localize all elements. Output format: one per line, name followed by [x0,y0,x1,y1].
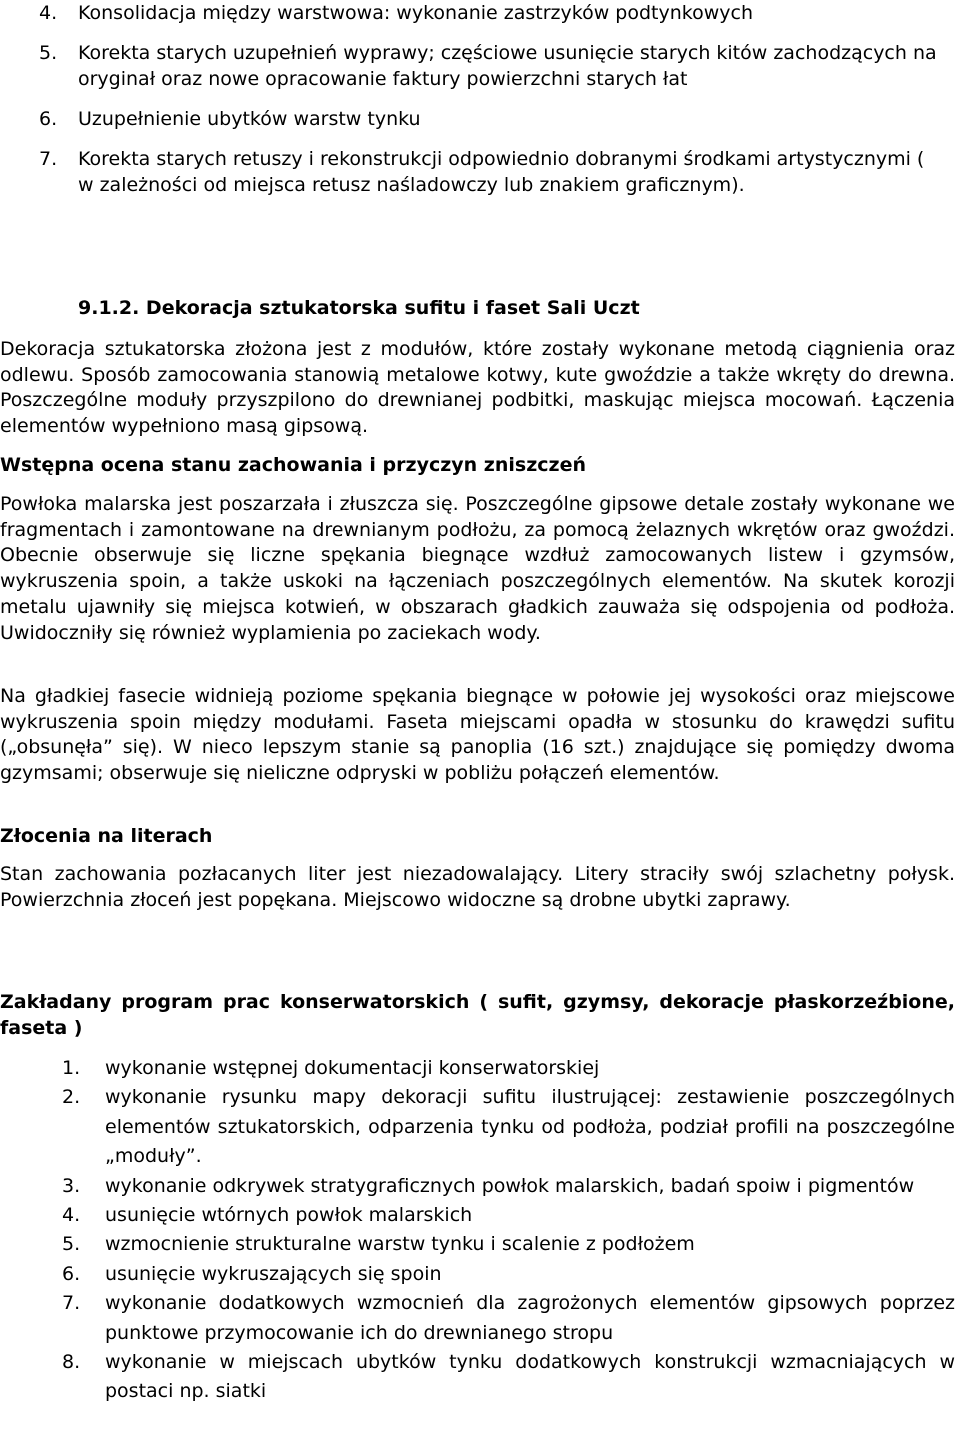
list-item-text: wykonanie wstępnej dokumentacji konserwatorskiej [105,1057,600,1079]
conservation-steps-list [0,0,960,198]
list-item-number: 6. [62,1262,81,1285]
list-item-number: 2. [62,1086,81,1109]
section-heading-9-1-2: 9.1.2. Dekoracja sztukatorska sufitu i faset Sali Uczt [78,297,640,319]
list-item [0,1054,960,1083]
list-item-text: wykonanie odkrywek stratygraficznych powłok malarskich, badań spoiw i pigmentów [105,1174,915,1197]
list-item-number: 1. [62,1057,81,1079]
list-item-number: 5. [39,42,58,64]
list-item-text: wykonanie dodatkowych wzmocnień dla zagrożonych elementów gipsowych poprzez punktowe przymocowanie ich do drewnianego stropu [105,1292,955,1344]
gilding-heading: Złocenia na literach [0,825,213,847]
assessment-paragraph-2: Na gładkiej fasecie widnieją poziome spękania biegnące w połowie jej wysokości oraz miejscowe wykruszenia spoin między modułami. Faseta miejscami opadła w stosunku do krawędzi sufitu („obsunęła” się). W nieco lepszym stanie są panoplia (16 szt.) znajdujące się pomiędzy dwoma gzymsami; obserwuje się nieliczne odpryski w pobliżu połączeń elementów. [0,685,955,785]
section-paragraph: Dekoracja sztukatorska złożona jest z modułów, które zostały wykonane metodą ciągnienia oraz odlewu. Sposób zamocowania stanowią metalowe kotwy, kute gwoździe a także wkręty do drewna. Poszczególne moduły przyszpilono do drewnianej podbitki, maskując miejsca mocowań. Łączenia elementów wypełniono masą gipsową. [0,338,955,438]
list-item-text: Korekta starych uzupełnień wyprawy; częściowe usunięcie starych kitów zachodzących na oryginał oraz nowe opracowanie faktury powierzchni starych łat [78,42,937,90]
list-item-number: 4. [62,1204,81,1227]
list-item-text: wykonanie w miejscach ubytków tynku dodatkowych konstrukcji wzmacniających w postaci np. siatki [105,1351,955,1403]
list-item [0,0,960,26]
list-item-number: 5. [62,1233,81,1256]
list-item [0,106,960,132]
list-item [0,1083,960,1171]
list-item-number: 4. [39,2,58,24]
list-item-number: 8. [62,1351,81,1374]
list-item [0,1289,960,1348]
assessment-paragraph-1: Powłoka malarska jest poszarzała i złuszcza się. Poszczególne gipsowe detale zostały wykonane we fragmentach i zamontowane na drewnianym podłożu, za pomocą żelaznych wkrętów oraz gwoździ. Obecnie obserwuje się liczne spękania biegnące wzdłuż zamocowanych listew i gzymsów, wykruszenia spoin, a także uskoki na łączeniach poszczególnych elementów. Na skutek korozji metalu ujawniły się miejsca kotwień, w obszarach gładkich zauważa się odspojenia od podłoża. Uwidoczniły się również wyplamienia po zaciekach wody. [0,493,955,644]
list-item [0,1260,960,1289]
gilding-paragraph: Stan zachowania pozłacanych liter jest niezadowalający. Litery straciły swój szlachetny połysk. Powierzchnia złoceń jest popękana. Miejscowo widoczne są drobne ubytki zaprawy. [0,863,955,911]
list-item [0,146,960,198]
list-item-number: 7. [39,148,58,170]
list-item [0,40,960,92]
list-item-text: Uzupełnienie ubytków warstw tynku [78,108,421,130]
list-item-number: 6. [39,108,58,130]
program-heading: Zakładany program prac konserwatorskich ( sufit, gzymsy, dekoracje płaskorzeźbione, faseta ) [0,991,955,1039]
list-item-text: usunięcie wykruszających się spoin [105,1262,442,1285]
list-item [0,1201,960,1230]
list-item [0,1172,960,1201]
list-item [0,1348,960,1407]
list-item-number: 3. [62,1174,81,1197]
list-item [0,1230,960,1259]
list-item-text: wykonanie rysunku mapy dekoracji sufitu ilustrującej: zestawienie poszczególnych elementów sztukatorskich, odparzenia tynku od podłoża, podział profili na poszczególne „moduły”. [105,1086,955,1168]
list-item-text: Konsolidacja między warstwowa: wykonanie zastrzyków podtynkowych [78,2,753,24]
assessment-heading: Wstępna ocena stanu zachowania i przyczyn zniszczeń [0,454,587,476]
list-item-text: usunięcie wtórnych powłok malarskich [105,1204,473,1227]
list-item-number: 7. [62,1292,81,1315]
list-item-text: wzmocnienie strukturalne warstw tynku i scalenie z podłożem [105,1233,695,1256]
program-list [0,1054,960,1407]
list-item-text: Korekta starych retuszy i rekonstrukcji odpowiednio dobranymi środkami artystycznymi ( w zależności od miejsca retusz naśladowczy lub znakiem graficznym). [78,148,925,196]
